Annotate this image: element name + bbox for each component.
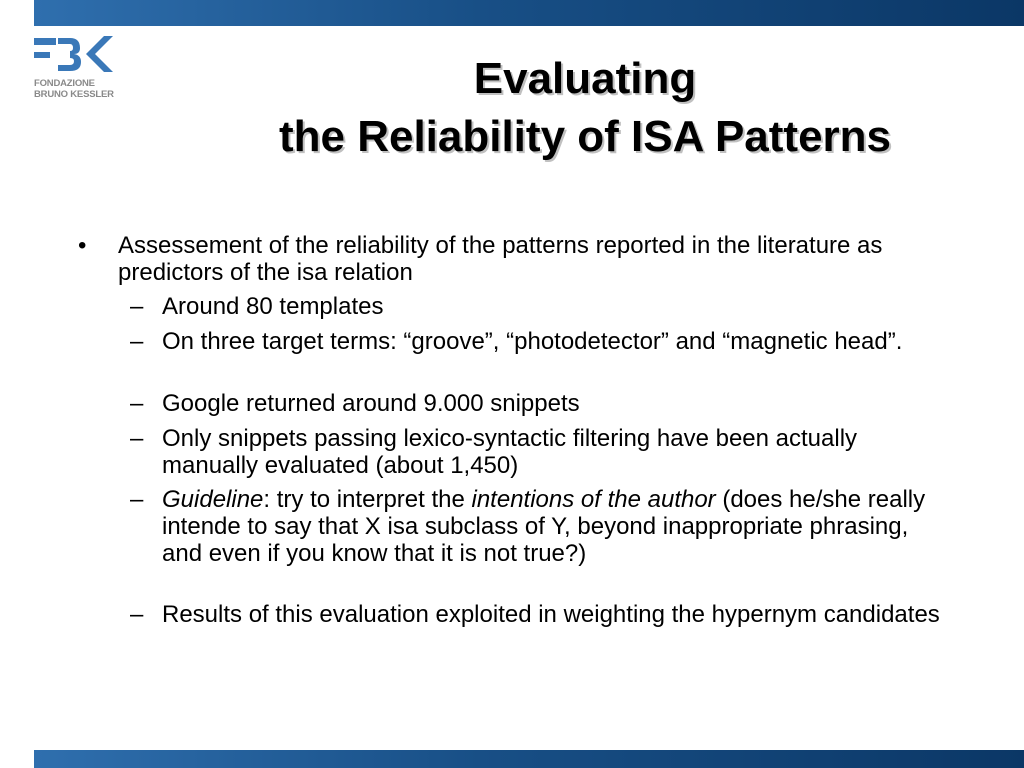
dash-marker: – xyxy=(130,328,144,355)
dash-marker: – xyxy=(130,390,144,417)
dash-marker: – xyxy=(130,486,144,513)
logo-line-2: BRUNO KESSLER xyxy=(34,89,114,100)
guideline-text-a: : try to interpret the xyxy=(263,486,472,513)
dash-marker: – xyxy=(130,425,144,452)
sub-item-text: Results of this evaluation exploited in weighting the hypernym candidates xyxy=(162,601,940,628)
sub-item-text: Only snippets passing lexico-syntactic filtering have been actually manually evaluated (about 1,450) xyxy=(162,425,858,479)
dash-marker: – xyxy=(130,601,144,628)
slide-title xyxy=(200,50,970,166)
top-banner-bar xyxy=(34,0,1024,26)
sub-item-text: Google returned around 9.000 snippets xyxy=(162,390,580,417)
bullet-marker: • xyxy=(78,232,87,259)
guideline-emphasis: intentions of the author xyxy=(471,486,716,513)
fbk-logo-mark xyxy=(34,34,114,76)
guideline-text-b: (does he/she really intende to say that X isa subclass of Y, beyond inappropriate phrasing, and even if you know that it is not true?) xyxy=(162,486,926,567)
sub-item-text xyxy=(162,486,952,567)
bullet-text: Assessement of the reliability of the patterns reported in the literature as predictors of the isa relation xyxy=(118,232,883,286)
title-line-2: the Reliability of ISA Patterns xyxy=(278,112,892,161)
logo-wordmark xyxy=(34,78,114,100)
title-line-1: Evaluating xyxy=(473,54,697,103)
dash-marker: – xyxy=(130,293,144,320)
bottom-banner-bar xyxy=(34,750,1024,768)
guideline-label: Guideline xyxy=(162,486,264,513)
logo-line-1: FONDAZIONE xyxy=(34,78,95,89)
sub-item-text: On three target terms: “groove”, “photodetector” and “magnetic head”. xyxy=(162,328,903,355)
fbk-logo xyxy=(34,34,124,104)
sub-item-text: Around 80 templates xyxy=(162,293,384,320)
